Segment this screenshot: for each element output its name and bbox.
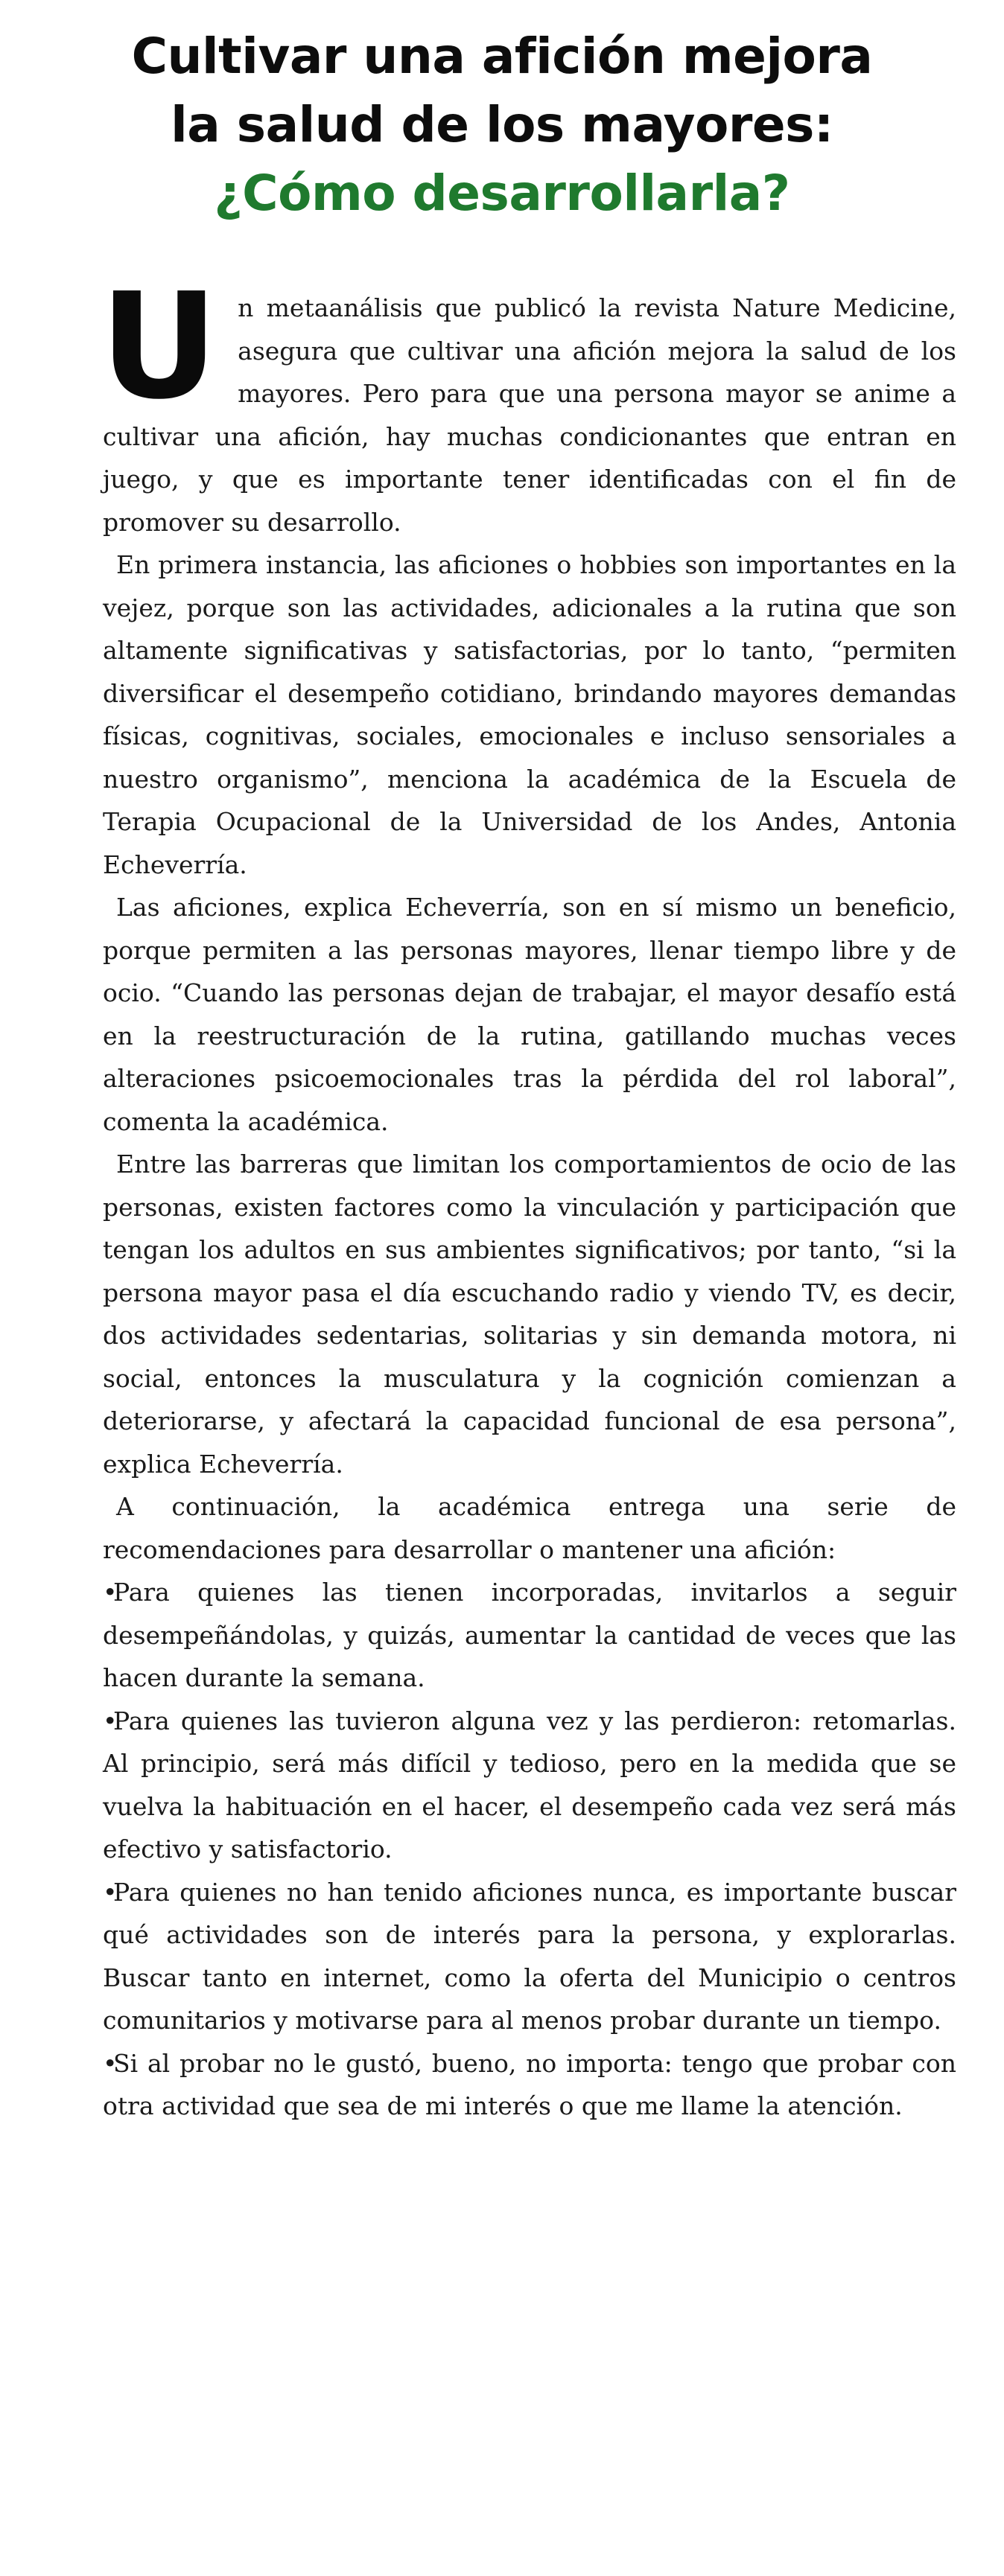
headline-line-2: la salud de los mayores: bbox=[171, 96, 833, 153]
bullet-text-1: Para quienes las tienen incorporadas, invitarlos a seguir desempeñándolas, y quizás, aumentar la cantidad de veces que las hacen durante la semana. bbox=[103, 1578, 956, 1692]
drop-cap: U bbox=[100, 262, 219, 432]
bullet-dot: • bbox=[103, 1706, 118, 1735]
bullet-text-3: Para quienes no han tenido aficiones nunca, es importante buscar qué actividades son de interés para la persona, y explorarlas. Buscar tanto en internet, como la oferta del Municipio o centros comunitarios y motivarse para al menos probar durante un tiempo. bbox=[103, 1877, 956, 2035]
paragraph-intro bbox=[100, 262, 956, 543]
bullet-item-2 bbox=[103, 1700, 956, 1871]
paragraph-2: En primera instancia, las aficiones o hobbies son importantes en la vejez, porque son las actividades, adicionales a la rutina que son altamente significativas y satisfactorias, por lo tanto, “permiten diversificar el desempeño cotidiano, brindando mayores demandas físicas, cognitivas, sociales, emocionales e incluso sensoriales a nuestro organismo”, menciona la académica de la Escuela de Terapia Ocupacional de la Universidad de los Andes, Antonia Echeverría. bbox=[103, 550, 956, 879]
bullet-item-4 bbox=[103, 2042, 956, 2128]
headline-line-1: Cultivar una afición mejora bbox=[131, 28, 873, 85]
paragraph-5: A continuación, la académica entrega una serie de recomendaciones para desarrollar o mantener una afición: bbox=[103, 1492, 956, 1564]
article-body bbox=[100, 262, 956, 2128]
paragraph-intro-text: n metaanálisis que publicó la revista Nature Medicine, asegura que cultivar una afición mejora la salud de los mayores. Pero para que una persona mayor se anime a cultivar una afición, hay muchas condicionantes que entran en juego, y que es importante tener identificadas con el fin de promover su desarrollo. bbox=[103, 293, 956, 537]
paragraph-4: Entre las barreras que limitan los comportamientos de ocio de las personas, existen factores como la vinculación y participación que tengan los adultos en sus ambientes significativos; por tanto, “si la persona mayor pasa el día escuchando radio y viendo TV, es decir, dos actividades sedentarias, solitarias y sin demanda motora, ni social, entonces la musculatura y la cognición comienzan a deteriorarse, y afectará la capacidad funcional de esa persona”, explica Echeverría. bbox=[103, 1150, 956, 1479]
bullet-dot: • bbox=[103, 1578, 118, 1607]
bullet-item-1 bbox=[103, 1571, 956, 1700]
bullet-text-4: Si al probar no le gustó, bueno, no importa: tengo que probar con otra actividad que sea de mi interés o que me llame la atención. bbox=[103, 2048, 956, 2120]
bullet-dot: • bbox=[103, 2048, 118, 2078]
headline-question: ¿Cómo desarrollarla? bbox=[214, 165, 790, 222]
bullet-dot: • bbox=[103, 1877, 118, 1907]
paragraph-3: Las aficiones, explica Echeverría, son en sí mismo un beneficio, porque permiten a las personas mayores, llenar tiempo libre y de ocio. “Cuando las personas dejan de trabajar, el mayor desafío está en la reestructuración de la rutina, gatillando muchas veces alteraciones psicoemocionales tras la pérdida del rol laboral”, comenta la académica. bbox=[103, 893, 956, 1136]
bullet-item-3 bbox=[103, 1871, 956, 2042]
bullet-text-2: Para quienes las tuvieron alguna vez y las perdieron: retomarlas. Al principio, será más difícil y tedioso, pero en la medida que se vuelva la habituación en el hacer, el desempeño cada vez será más efectivo y satisfactorio. bbox=[103, 1706, 956, 1864]
